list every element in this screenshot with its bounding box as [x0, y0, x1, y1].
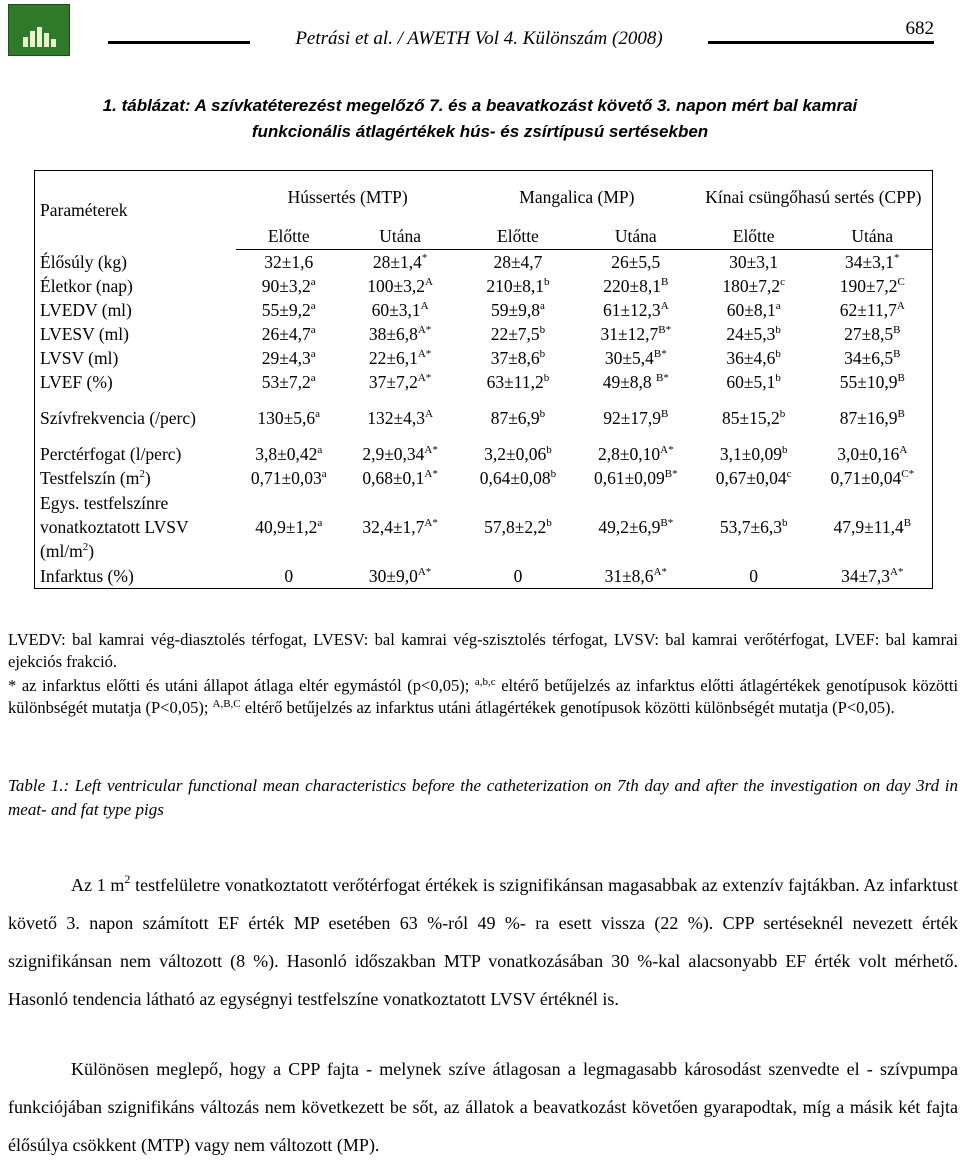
value-cell	[341, 370, 459, 394]
table-row	[35, 564, 933, 589]
param-cell	[35, 466, 237, 490]
cell-value: 49,2±6,9	[598, 517, 661, 537]
value-cell	[341, 346, 459, 370]
table-row	[35, 442, 933, 466]
cell-value: 31±12,7	[600, 324, 659, 344]
cell-value: 190±7,2	[839, 276, 898, 296]
cell-value: 26±5,5	[611, 252, 661, 272]
cell-value: 53,7±6,3	[719, 517, 782, 537]
value-cell	[236, 274, 341, 298]
cell-significance: b	[544, 276, 550, 288]
cell-significance: C	[897, 276, 905, 288]
cell-value: 53±7,2	[261, 372, 311, 392]
cell-value: 37±7,2	[368, 372, 418, 392]
cell-value: 27±8,5	[844, 324, 894, 344]
cell-significance: a	[315, 408, 321, 420]
cell-value: 60±5,1	[726, 372, 776, 392]
value-cell	[695, 250, 813, 275]
param-tail: )	[144, 468, 151, 488]
cell-value: 30±9,0	[368, 566, 418, 586]
value-cell	[459, 370, 577, 394]
value-cell	[577, 370, 695, 394]
cell-significance: A*	[424, 468, 438, 480]
value-cell	[695, 564, 813, 589]
table-row	[35, 298, 933, 322]
cell-significance: a	[310, 372, 316, 384]
cell-significance: b	[550, 468, 557, 480]
cell-value: 0	[749, 566, 759, 586]
cell-value: 90±3,2	[261, 276, 311, 296]
param-cell	[35, 370, 237, 394]
cell-significance: A*	[653, 566, 668, 578]
cell-value: 28±4,7	[493, 252, 543, 272]
cell-value: 34±7,3	[841, 566, 891, 586]
value-cell	[813, 370, 933, 394]
cell-significance: b	[539, 348, 546, 360]
cell-value: 0	[284, 566, 294, 586]
value-cell	[459, 564, 577, 589]
value-cell	[341, 466, 459, 490]
param-cell	[35, 394, 237, 442]
value-cell	[813, 442, 933, 466]
value-cell	[236, 346, 341, 370]
param-label: Szívfrekvencia (/perc)	[40, 408, 196, 428]
cell-value: 3,1±0,09	[719, 444, 782, 464]
table-row	[35, 466, 933, 490]
cell-value: 30±3,1	[729, 252, 779, 272]
param-label: Testfelszín (m	[40, 468, 140, 488]
cell-value: 34±6,5	[844, 348, 894, 368]
cell-significance: A*	[417, 324, 432, 336]
value-cell	[459, 274, 577, 298]
cell-significance: c	[786, 468, 792, 480]
param-label: LVEF (%)	[40, 372, 113, 392]
cell-significance: B	[893, 324, 901, 336]
cell-value: 28±1,4	[372, 252, 422, 272]
value-cell	[459, 490, 577, 564]
value-cell	[813, 298, 933, 322]
value-cell	[236, 298, 341, 322]
subheader-cell: Utána	[341, 223, 459, 250]
value-cell	[577, 346, 695, 370]
param-tail: )	[88, 541, 95, 561]
param-cell	[35, 490, 237, 564]
cell-significance: A*	[417, 348, 432, 360]
value-cell	[695, 490, 813, 564]
cell-value: 26±4,7	[261, 324, 311, 344]
cell-significance: a	[310, 348, 316, 360]
param-label: LVESV (ml)	[40, 324, 129, 344]
value-cell	[695, 394, 813, 442]
cell-value: 0,64±0,08	[479, 468, 551, 488]
value-cell	[695, 322, 813, 346]
cell-significance: b	[775, 372, 781, 384]
cell-value: 31±8,6	[604, 566, 654, 586]
table-caption-english: Table 1.: Left ventricular functional mean characteristics before the catheterization on 7th day and after the investigation on day 3rd in meat- and fat type pigs	[8, 776, 958, 819]
subheader-cell: Utána	[813, 223, 933, 250]
cell-significance: B	[893, 348, 901, 360]
cell-significance: b	[775, 348, 781, 360]
cell-significance: B	[660, 408, 669, 420]
cell-significance: a	[310, 324, 316, 336]
body-paragraph	[8, 866, 958, 1018]
footnote-signif-1: * az infarktus előtti és utáni állapot átlaga eltér egymástól (p<0,05);	[8, 676, 470, 695]
cell-value: 130±5,6	[257, 408, 316, 428]
footnote-sup: a,b,c	[474, 676, 496, 688]
cell-value: 22±7,5	[490, 324, 540, 344]
cell-significance: c	[780, 276, 785, 288]
footnote-significance	[8, 675, 958, 719]
cell-value: 0	[513, 566, 523, 586]
footnote-abbreviations: LVEDV: bal kamrai vég-diasztolés térfogat, LVESV: bal kamrai vég-szisztolés térfogat, LVSV: bal kamrai verőtérfogat, LVEF: bal kamrai ejekciós frakció.	[8, 630, 958, 671]
cell-value: 40,9±1,2	[255, 517, 318, 537]
param-cell	[35, 298, 237, 322]
value-cell	[813, 322, 933, 346]
value-cell	[577, 298, 695, 322]
cell-value: 55±10,9	[839, 372, 898, 392]
value-cell	[813, 564, 933, 589]
cell-significance: b	[546, 517, 552, 529]
cell-value: 63±11,2	[486, 372, 544, 392]
cell-significance: B*	[664, 468, 678, 480]
cell-value: 36±4,6	[726, 348, 776, 368]
cell-value: 87±16,9	[839, 408, 898, 428]
param-cell	[35, 442, 237, 466]
param-cell	[35, 564, 237, 589]
cell-significance: b	[775, 324, 781, 336]
header-rule	[708, 41, 934, 44]
running-header: Petrási et al. / AWETH Vol 4. Különszám (2008)	[295, 28, 663, 49]
cell-significance: a	[775, 300, 781, 312]
cell-significance: A*	[424, 517, 438, 529]
cell-value: 32±1,6	[264, 252, 314, 272]
cell-significance: C*	[901, 468, 915, 480]
cell-value: 132±4,3	[367, 408, 425, 428]
value-cell	[459, 442, 577, 466]
cell-value: 0,68±0,1	[362, 468, 425, 488]
table-row	[35, 322, 933, 346]
value-cell	[577, 490, 695, 564]
param-cell	[35, 346, 237, 370]
cell-significance: A	[660, 300, 669, 312]
value-cell	[577, 322, 695, 346]
param-cell	[35, 274, 237, 298]
group-header-cpp: Kínai csüngőhasú sertés (CPP)	[705, 187, 922, 207]
cell-significance: A	[420, 300, 429, 312]
value-cell	[577, 466, 695, 490]
cell-value: 30±5,4	[604, 348, 654, 368]
param-label: Életkor (nap)	[40, 276, 133, 296]
value-cell	[813, 274, 933, 298]
value-cell	[236, 250, 341, 275]
value-cell	[341, 250, 459, 275]
cell-value: 57,8±2,2	[484, 517, 547, 537]
cell-value: 0,61±0,09	[593, 468, 665, 488]
cell-significance: A*	[424, 444, 438, 456]
value-cell	[813, 346, 933, 370]
group-header-mp: Mangalica (MP)	[519, 187, 635, 207]
cell-significance: B*	[653, 348, 667, 360]
cell-significance: *	[894, 252, 900, 264]
value-cell	[459, 346, 577, 370]
value-cell	[813, 250, 933, 275]
value-cell	[236, 466, 341, 490]
cell-significance: B	[660, 276, 669, 288]
value-cell	[236, 322, 341, 346]
subheader-cell: Előtte	[236, 223, 341, 250]
table-row	[35, 370, 933, 394]
cell-value: 100±3,2	[367, 276, 425, 296]
cell-value: 2,9±0,34	[362, 444, 425, 464]
cell-significance: B	[897, 408, 905, 420]
value-cell	[813, 466, 933, 490]
cell-value: 180±7,2	[722, 276, 781, 296]
cell-value: 220±8,1	[603, 276, 661, 296]
param-header: Paraméterek	[40, 200, 128, 221]
table-row	[35, 490, 933, 564]
cell-significance: B*	[656, 372, 669, 384]
header-rule	[108, 41, 250, 44]
subheader-cell: Előtte	[695, 223, 813, 250]
cell-significance: A	[424, 276, 433, 288]
value-cell	[577, 394, 695, 442]
cell-value: 38±6,8	[368, 324, 418, 344]
value-cell	[695, 346, 813, 370]
value-cell	[695, 370, 813, 394]
table-caption-label: 1. táblázat:	[102, 96, 191, 115]
cell-value: 2,8±0,10	[598, 444, 661, 464]
cell-significance: b	[546, 444, 552, 456]
cell-significance: A	[896, 300, 905, 312]
cell-significance: B	[897, 372, 905, 384]
cell-significance: a	[310, 300, 316, 312]
value-cell	[341, 564, 459, 589]
param-sup: 2	[82, 541, 89, 553]
cell-significance: a	[321, 468, 327, 480]
cell-significance: A*	[417, 372, 432, 384]
cell-significance: a	[539, 300, 545, 312]
param-label: Élősúly (kg)	[40, 251, 128, 272]
value-cell	[236, 370, 341, 394]
value-cell	[695, 442, 813, 466]
table-row	[35, 394, 933, 442]
value-cell	[813, 490, 933, 564]
cell-significance: A	[899, 444, 908, 456]
value-cell	[341, 274, 459, 298]
cell-significance: b	[781, 517, 788, 529]
cell-value: 87±6,9	[490, 408, 540, 428]
param-sup: 2	[139, 468, 145, 480]
value-cell	[695, 466, 813, 490]
para1-start: Az 1 m	[71, 875, 125, 895]
para1-rest: testfelületre vonatkoztatott verőtérfogat értékek is szignifikánsan magasabbak az extenzív fajtákban. Az infarktust követő 3. napon számított EF érték MP esetében 63 %-ról 49 %- ra esett vissza (22 %). CPP sertéseknél nevezett érték szignifikánsan nem változott (8 %). Hasonló időszakban MTP vonatkozásában 30 %-kal alacsonyabb EF érték volt mérhető. Hasonló tendencia látható az egységnyi testfelszíne vonatkoztatott LVSV értéknél is.	[8, 875, 958, 1009]
value-cell	[459, 250, 577, 275]
cell-value: 47,9±11,4	[833, 517, 904, 537]
value-cell	[341, 490, 459, 564]
value-cell	[459, 298, 577, 322]
value-cell	[459, 322, 577, 346]
footnote-sup: A,B,C	[212, 698, 241, 710]
cell-significance: B	[903, 517, 912, 529]
cell-value: 3,2±0,06	[484, 444, 547, 464]
subheader-cell: Előtte	[459, 223, 577, 250]
cell-value: 0,67±0,04	[715, 468, 787, 488]
value-cell	[577, 274, 695, 298]
cell-significance: b	[539, 324, 546, 336]
cell-value: 32,4±1,7	[362, 517, 425, 537]
cell-value: 29±4,3	[261, 348, 311, 368]
cell-value: 60±8,1	[726, 300, 776, 320]
param-cell	[35, 322, 237, 346]
cell-significance: a	[317, 517, 323, 529]
para1-sup: 2	[124, 872, 131, 886]
cell-significance: A	[424, 408, 433, 420]
value-cell	[236, 490, 341, 564]
cell-significance: b	[539, 408, 546, 420]
page-number: 682	[905, 18, 934, 39]
cell-significance: b	[543, 372, 550, 384]
cell-significance: A*	[417, 566, 432, 578]
value-cell	[459, 394, 577, 442]
param-label: Egys. testfelszínre vonatkoztatott LVSV (ml/m	[40, 493, 189, 561]
footnote-signif-3: eltérő betűjelzés az infarktus utáni átlagértékek genotípusok közötti különbségét mutatja (P<0,05).	[244, 698, 895, 717]
cell-significance: B*	[660, 517, 674, 529]
table-row	[35, 346, 933, 370]
subheader-cell: Utána	[577, 223, 695, 250]
cell-value: 60±3,1	[371, 300, 421, 320]
value-cell	[341, 442, 459, 466]
table-caption	[60, 93, 900, 145]
cell-value: 61±12,3	[602, 300, 661, 320]
value-cell	[813, 394, 933, 442]
cell-value: 55±9,2	[261, 300, 311, 320]
value-cell	[341, 322, 459, 346]
cell-value: 0,71±0,04	[830, 468, 902, 488]
value-cell	[236, 394, 341, 442]
table-caption-text: A szívkatéterezést megelőző 7. és a beavatkozást követő 3. napon mért bal kamrai funkcionális átlagértékek hús- és zsírtípusú sertésekben	[194, 96, 858, 141]
value-cell	[577, 442, 695, 466]
cell-value: 85±15,2	[722, 408, 780, 428]
cell-value: 3,0±0,16	[837, 444, 900, 464]
cell-value: 59±9,8	[491, 300, 540, 320]
table-row	[35, 274, 933, 298]
cell-value: 49±8,8	[602, 372, 657, 392]
value-cell	[236, 442, 341, 466]
cell-value: 0,71±0,03	[250, 468, 322, 488]
cell-value: 62±11,7	[839, 300, 897, 320]
param-label: Infarktus (%)	[40, 566, 134, 586]
value-cell	[695, 274, 813, 298]
cell-significance: *	[421, 252, 428, 264]
value-cell	[695, 298, 813, 322]
cell-significance: A*	[660, 444, 674, 456]
cell-value: 210±8,1	[486, 276, 545, 296]
cell-significance: B*	[658, 324, 672, 336]
cell-value: 24±5,3	[726, 324, 776, 344]
journal-logo-icon	[8, 4, 70, 56]
value-cell	[577, 564, 695, 589]
cell-significance: b	[781, 444, 788, 456]
value-cell	[236, 564, 341, 589]
group-header-mtp: Hússertés (MTP)	[287, 187, 408, 207]
value-cell	[341, 394, 459, 442]
param-cell	[35, 250, 237, 275]
value-cell	[459, 466, 577, 490]
table-row	[35, 250, 933, 275]
cell-value: 37±8,6	[490, 348, 540, 368]
cell-value: 3,8±0,42	[255, 444, 318, 464]
param-label: LVEDV (ml)	[40, 300, 132, 320]
value-cell	[341, 298, 459, 322]
footnote-signif-2: eltérő betűjelzés az infarktus előtti átlagértékek genotípusok közötti különbségét mutatja (P<0,05);	[8, 676, 959, 717]
cell-significance: b	[779, 408, 786, 420]
cell-significance: a	[317, 444, 323, 456]
cell-value: 22±6,1	[368, 348, 418, 368]
results-table	[34, 170, 933, 589]
cell-significance: a	[310, 276, 316, 288]
cell-significance: A*	[890, 566, 904, 578]
cell-value: 34±3,1	[845, 252, 895, 272]
param-label: LVSV (ml)	[40, 348, 119, 368]
cell-value: 92±17,9	[603, 408, 661, 428]
value-cell	[577, 250, 695, 275]
param-label: Perctérfogat (l/perc)	[40, 444, 182, 464]
body-paragraph: Különösen meglepő, hogy a CPP fajta - melynek szíve átlagosan a legmagasabb károsodást szenvedte el - szívpumpa funkciójában szignifikáns változás nem következett be sőt, az állatok a beavatkozást követően gyarapodtak, míg a másik két fajta élősúlya csökkent (MTP) vagy nem változott (MP).	[8, 1059, 958, 1155]
